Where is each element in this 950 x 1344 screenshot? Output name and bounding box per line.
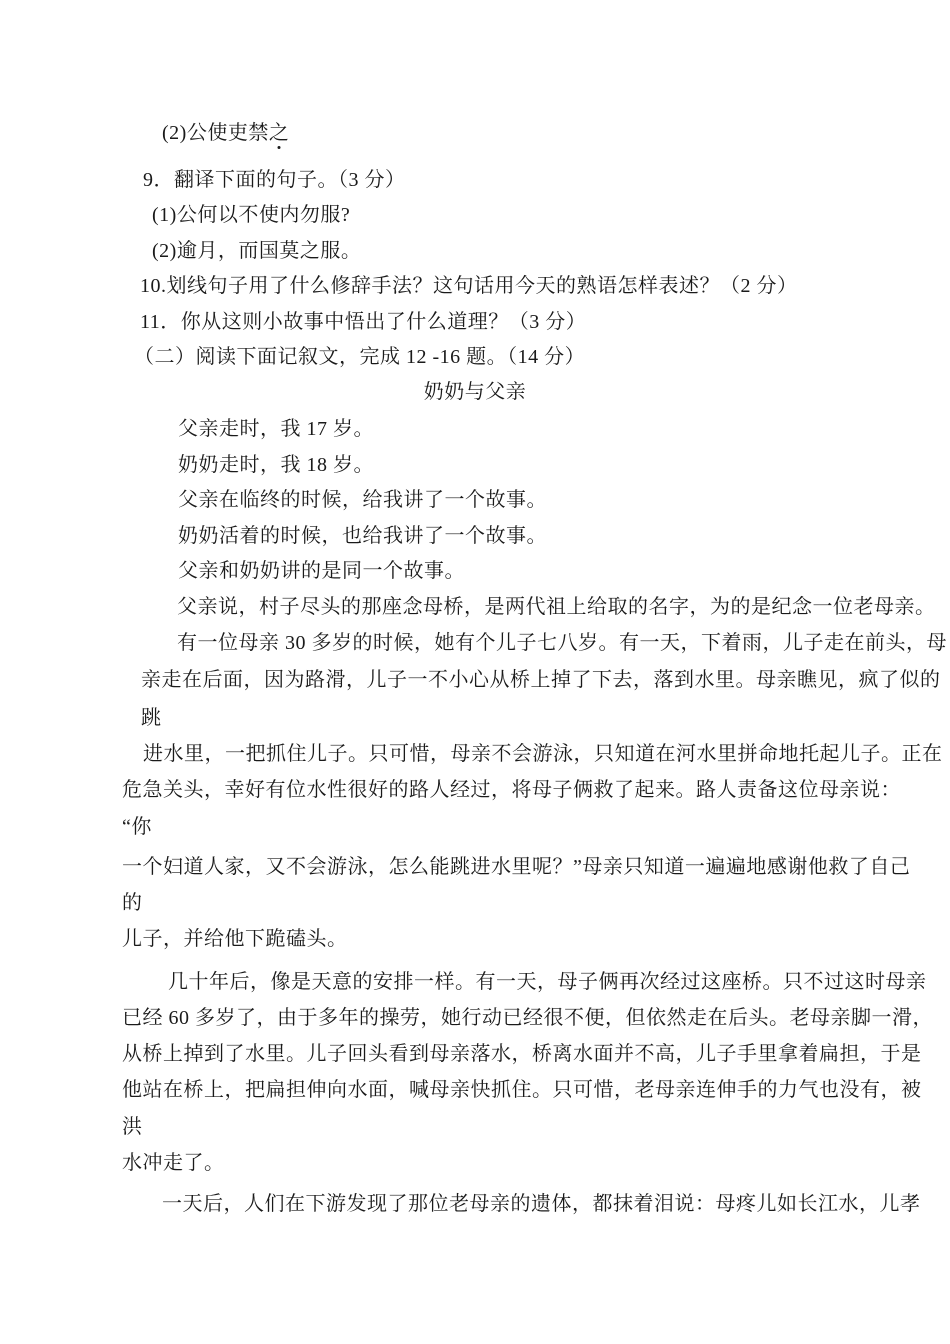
section-2-header-line: （二）阅读下面记叙文，完成 12 -16 题。（14 分） bbox=[134, 346, 586, 368]
essay-line-17: 已经 60 多岁了，由于多年的操劳，她行动已经很不便，但依然走在后头。老母亲脚一滑， bbox=[122, 1007, 933, 1029]
essay-line-3: 父亲在临终的时候，给我讲了一个故事。 bbox=[178, 489, 547, 511]
essay-line-21: 水冲走了。 bbox=[122, 1152, 225, 1174]
essay-line-9: 跳 bbox=[141, 707, 162, 729]
essay-line-16: 几十年后，像是天意的安排一样。有一天，母子俩再次经过这座桥。只不过这时母亲 bbox=[168, 971, 927, 993]
question-9-sub-1-line: (1)公何以不使内勿服? bbox=[152, 204, 351, 226]
question-11-line: 11．你从这则小故事中悟出了什么道理？（3 分） bbox=[140, 311, 587, 333]
essay-line-2: 奶奶走时，我 18 岁。 bbox=[178, 454, 374, 476]
essay-line-8: 亲走在后面，因为路滑，儿子一不小心从桥上掉了下去，落到水里。母亲瞧见，疯了似的 bbox=[141, 669, 941, 691]
q8-emphasized-char: 之 bbox=[269, 115, 290, 151]
essay-line-14: 的 bbox=[122, 892, 143, 914]
essay-line-15: 儿子，并给他下跪磕头。 bbox=[122, 928, 348, 950]
essay-line-4: 奶奶活着的时候，也给我讲了一个故事。 bbox=[178, 525, 547, 547]
essay-line-13: 一个妇道人家，又不会游泳，怎么能跳进水里呢？”母亲只知道一遍遍地感谢他救了自己 bbox=[122, 856, 911, 878]
q8-item-2-text: (2)公使吏禁 bbox=[162, 122, 269, 144]
essay-line-18: 从桥上掉到了水里。儿子回头看到母亲落水，桥离水面并不高，儿子手里拿着扁担，于是 bbox=[122, 1043, 922, 1065]
question-9-sub-2-line: (2)逾月，而国莫之服。 bbox=[152, 240, 362, 262]
essay-line-1: 父亲走时，我 17 岁。 bbox=[178, 418, 374, 440]
essay-line-11: 危急关头，幸好有位水性很好的路人经过，将母子俩救了起来。路人责备这位母亲说： bbox=[122, 779, 901, 801]
essay-line-6: 父亲说，村子尽头的那座念母桥，是两代祖上给取的名字，为的是纪念一位老母亲。 bbox=[177, 596, 936, 618]
question-8-item-2-line bbox=[162, 115, 289, 151]
essay-line-12: “你 bbox=[122, 816, 152, 838]
question-9-line: 9．翻译下面的句子。（3 分） bbox=[143, 169, 406, 191]
essay-line-19: 他站在桥上，把扁担伸向水面，喊母亲快抓住。只可惜，老母亲连伸手的力气也没有，被 bbox=[122, 1079, 922, 1101]
question-10-line: 10.划线句子用了什么修辞手法？这句话用今天的熟语怎样表述？（2 分） bbox=[140, 275, 798, 297]
essay-line-7: 有一位母亲 30 多岁的时候，她有个儿子七八岁。有一天，下着雨，儿子走在前头，母 bbox=[177, 632, 947, 654]
essay-line-22: 一天后，人们在下游发现了那位老母亲的遗体，都抹着泪说：母疼儿如长江水，儿孝 bbox=[162, 1193, 921, 1215]
essay-title: 奶奶与父亲 bbox=[423, 381, 527, 403]
essay-line-20: 洪 bbox=[122, 1116, 143, 1138]
essay-line-5: 父亲和奶奶讲的是同一个故事。 bbox=[178, 560, 465, 582]
essay-line-10: 进水里，一把抓住儿子。只可惜，母亲不会游泳，只知道在河水里拼命地托起儿子。正在 bbox=[143, 743, 943, 765]
